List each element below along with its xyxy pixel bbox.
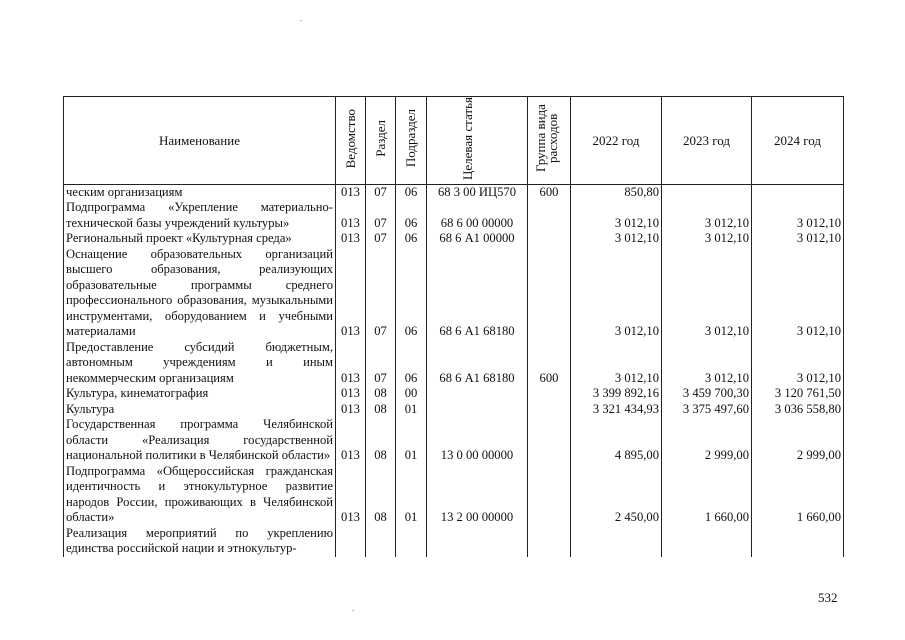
table-header-row (64, 97, 844, 185)
cell-y2024: 3 012,10 (752, 340, 844, 387)
cell-y2024: 3 012,10 (752, 200, 844, 231)
cell-y2023 (662, 526, 752, 557)
cell-razdel: 08 (366, 402, 396, 418)
cell-celevaya: 13 0 00 00000 (427, 417, 528, 464)
cell-ved: 013 (336, 464, 366, 526)
cell-ved: 013 (336, 231, 366, 247)
cell-podrazdel (396, 526, 427, 557)
cell-y2022: 2 450,00 (571, 464, 662, 526)
cell-celevaya (427, 386, 528, 402)
cell-ved: 013 (336, 417, 366, 464)
table-row (64, 231, 844, 247)
cell-podrazdel: 06 (396, 200, 427, 231)
cell-name: Реализация мероприятий по укреплению единства российской нации и этнокультур- (64, 526, 336, 557)
table-row (64, 184, 844, 200)
cell-podrazdel: 06 (396, 247, 427, 340)
header-gruppa: Группа вида расходов (528, 97, 571, 185)
table-row (64, 464, 844, 526)
cell-celevaya: 68 6 А1 00000 (427, 231, 528, 247)
cell-gruppa (528, 231, 571, 247)
cell-celevaya: 68 6 А1 68180 (427, 340, 528, 387)
cell-y2023: 3 012,10 (662, 200, 752, 231)
cell-ved: 013 (336, 402, 366, 418)
cell-y2022: 4 895,00 (571, 417, 662, 464)
cell-razdel: 07 (366, 247, 396, 340)
cell-name: Предоставление субсидий бюджетным, автономным учреждениям и иным некоммерческим организациям (64, 340, 336, 387)
page-number: 532 (818, 590, 838, 605)
cell-ved (336, 526, 366, 557)
cell-y2024: 3 036 558,80 (752, 402, 844, 418)
cell-gruppa: 600 (528, 184, 571, 200)
cell-ved: 013 (336, 247, 366, 340)
cell-razdel: 07 (366, 184, 396, 200)
cell-y2023: 3 459 700,30 (662, 386, 752, 402)
scan-speck (352, 610, 354, 611)
cell-y2023: 1 660,00 (662, 464, 752, 526)
cell-y2024: 3 120 761,50 (752, 386, 844, 402)
cell-ved: 013 (336, 340, 366, 387)
table-body (64, 184, 844, 557)
cell-celevaya: 68 6 А1 68180 (427, 247, 528, 340)
cell-celevaya (427, 402, 528, 418)
cell-podrazdel: 00 (396, 386, 427, 402)
cell-y2024 (752, 526, 844, 557)
cell-razdel (366, 526, 396, 557)
cell-name: Оснащение образовательных организаций высшего образования, реализующих образовательные программы среднего профессионального образования, музыкальными инструментами, оборудованием и учебными материалами (64, 247, 336, 340)
cell-gruppa (528, 386, 571, 402)
cell-ved: 013 (336, 200, 366, 231)
cell-y2024: 2 999,00 (752, 417, 844, 464)
cell-name: Культура, кинематография (64, 386, 336, 402)
cell-razdel: 07 (366, 231, 396, 247)
header-razdel: Раздел (366, 97, 396, 185)
cell-name: Культура (64, 402, 336, 418)
cell-podrazdel: 01 (396, 464, 427, 526)
cell-y2022: 3 012,10 (571, 200, 662, 231)
budget-table (63, 96, 844, 557)
cell-y2024: 3 012,10 (752, 247, 844, 340)
cell-y2023: 3 375 497,60 (662, 402, 752, 418)
cell-name: Государственная программа Челябинской области «Реализация государственной национальной политики в Челябинской области» (64, 417, 336, 464)
cell-name: ческим организациям (64, 184, 336, 200)
cell-y2024: 1 660,00 (752, 464, 844, 526)
cell-ved: 013 (336, 386, 366, 402)
header-2024: 2024 год (752, 97, 844, 185)
cell-y2023: 3 012,10 (662, 340, 752, 387)
cell-y2023 (662, 184, 752, 200)
header-2023: 2023 год (662, 97, 752, 185)
cell-razdel: 07 (366, 200, 396, 231)
cell-razdel: 08 (366, 417, 396, 464)
cell-y2023: 3 012,10 (662, 231, 752, 247)
cell-gruppa (528, 417, 571, 464)
cell-gruppa (528, 402, 571, 418)
table-row (64, 247, 844, 340)
cell-podrazdel: 01 (396, 417, 427, 464)
cell-podrazdel: 06 (396, 184, 427, 200)
scan-speck (300, 20, 302, 21)
cell-ved: 013 (336, 184, 366, 200)
header-podrazdel: Подраздел (396, 97, 427, 185)
table-row (64, 526, 844, 557)
cell-y2022: 3 321 434,93 (571, 402, 662, 418)
cell-celevaya: 13 2 00 00000 (427, 464, 528, 526)
cell-razdel: 08 (366, 386, 396, 402)
table-row (64, 402, 844, 418)
cell-podrazdel: 06 (396, 231, 427, 247)
cell-celevaya (427, 526, 528, 557)
cell-celevaya: 68 3 00 ИЦ570 (427, 184, 528, 200)
cell-gruppa: 600 (528, 340, 571, 387)
cell-y2022: 3 012,10 (571, 247, 662, 340)
cell-name: Подпрограмма «Укрепление материально-технической базы учреждений культуры» (64, 200, 336, 231)
cell-name: Подпрограмма «Общероссийская гражданская идентичность и этнокультурное развитие народов России, проживающих в Челябинской области» (64, 464, 336, 526)
cell-y2024: 3 012,10 (752, 231, 844, 247)
cell-razdel: 07 (366, 340, 396, 387)
cell-y2022: 3 012,10 (571, 231, 662, 247)
header-celevaya: Целевая статья (427, 97, 528, 185)
cell-razdel: 08 (366, 464, 396, 526)
cell-name: Региональный проект «Культурная среда» (64, 231, 336, 247)
cell-y2022: 3 399 892,16 (571, 386, 662, 402)
cell-y2023: 3 012,10 (662, 247, 752, 340)
cell-y2022: 3 012,10 (571, 340, 662, 387)
cell-gruppa (528, 526, 571, 557)
table-row (64, 200, 844, 231)
table-row (64, 340, 844, 387)
header-2022: 2022 год (571, 97, 662, 185)
table-row (64, 417, 844, 464)
cell-podrazdel: 01 (396, 402, 427, 418)
cell-y2022: 850,80 (571, 184, 662, 200)
cell-y2022 (571, 526, 662, 557)
header-name: Наименование (64, 97, 336, 185)
cell-y2024 (752, 184, 844, 200)
table-row (64, 386, 844, 402)
header-ved: Ведомство (336, 97, 366, 185)
cell-podrazdel: 06 (396, 340, 427, 387)
cell-gruppa (528, 464, 571, 526)
cell-gruppa (528, 200, 571, 231)
cell-gruppa (528, 247, 571, 340)
cell-y2023: 2 999,00 (662, 417, 752, 464)
cell-celevaya: 68 6 00 00000 (427, 200, 528, 231)
